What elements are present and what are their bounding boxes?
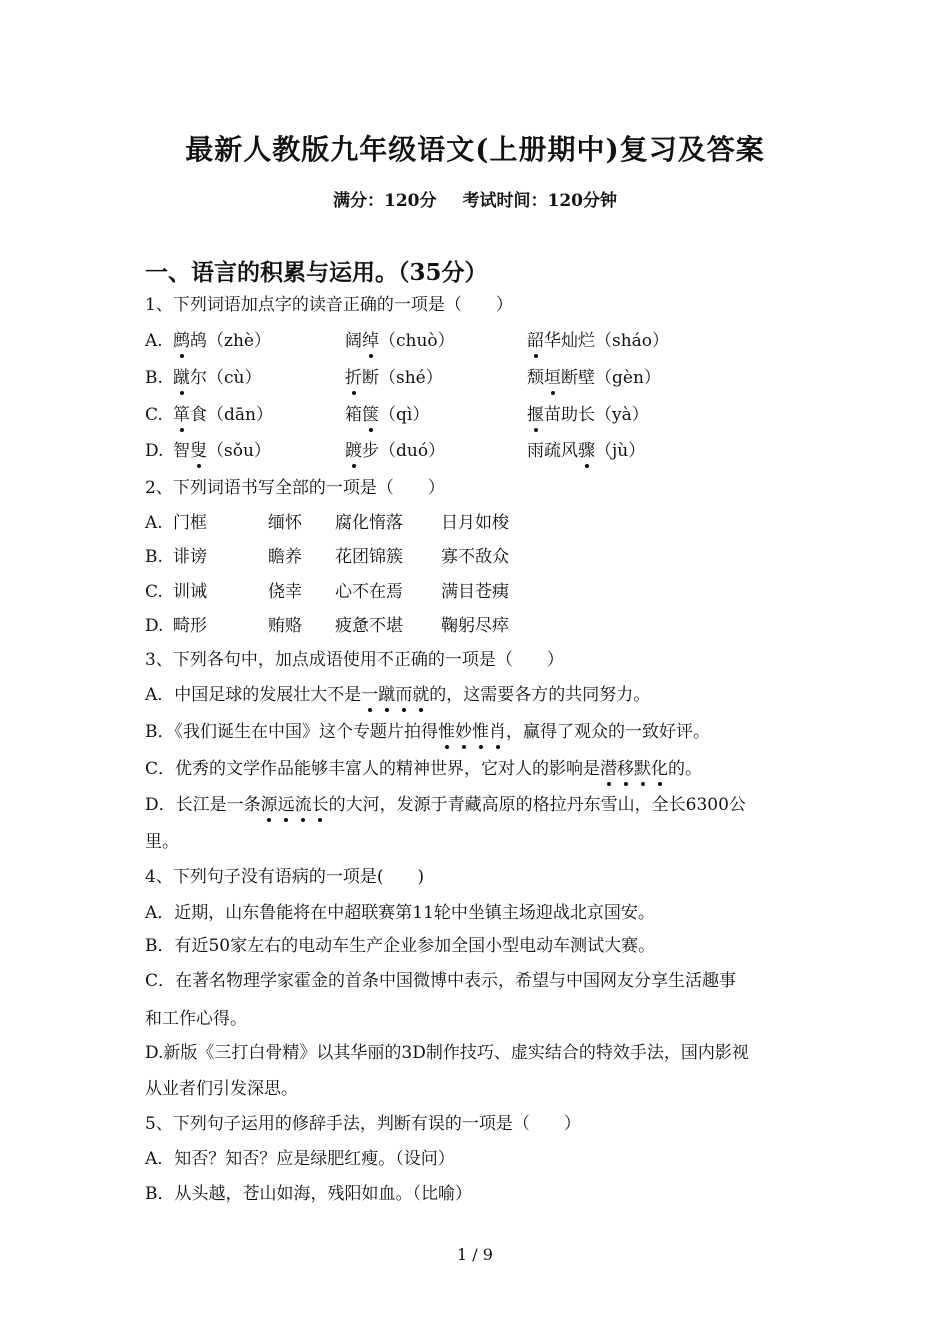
dotted-char: 韶 — [527, 331, 544, 351]
question-3-option-d-cont: 里。 — [145, 832, 179, 852]
dotted-idiom-chars — [600, 759, 668, 779]
emphasis-dot — [301, 818, 305, 822]
question-5-option-b: B．从头越，苍山如海，残阳如血。（比喻） — [145, 1184, 472, 1204]
emphasis-dot — [352, 464, 356, 468]
sentence-suffix: ，赢得了观众的一致好评。 — [506, 722, 710, 742]
emphasis-dot — [368, 708, 372, 712]
item-suffix: （sǒu） — [207, 441, 271, 461]
dotted-idiom-chars — [261, 795, 329, 815]
page-number: 1 / 9 — [457, 1245, 493, 1264]
sentence-prefix: A．中国足球的发展壮大不是 — [145, 685, 362, 705]
sentence-suffix: 的，这需要各方的共同努力。 — [429, 685, 651, 705]
dotted-idiom-chars-char: 惟 — [472, 722, 489, 742]
pronunciation-item — [173, 443, 271, 460]
word: 花团锦簇 — [335, 547, 403, 567]
dotted-char: 叟 — [190, 441, 207, 461]
section-heading: 一、语言的积累与运用。（35分） — [145, 259, 488, 286]
item-prefix: 雨疏风 — [527, 441, 578, 461]
full-score: 满分：120分 — [333, 191, 437, 211]
option-label: C. — [145, 582, 163, 602]
word: 侥幸 — [268, 582, 302, 602]
word: 缅怀 — [268, 513, 302, 533]
exam-time: 考试时间：120分钟 — [462, 191, 617, 211]
word: 腐化惰落 — [335, 513, 403, 533]
emphasis-dot — [180, 391, 184, 395]
emphasis-dot — [180, 354, 184, 358]
word: 畸形 — [173, 616, 207, 636]
pronunciation-item — [345, 443, 445, 460]
dotted-char: 箪 — [173, 405, 190, 425]
dotted-idiom-chars-char: 远 — [278, 795, 295, 815]
dotted-idiom-chars-char: 就 — [412, 685, 429, 705]
emphasis-dot — [607, 782, 611, 786]
emphasis-dot — [534, 354, 538, 358]
question-2-stem: 2、下列词语书写全部的一项是（ ） — [145, 478, 445, 498]
sentence-suffix: 的。 — [668, 759, 703, 779]
item-prefix: 阔 — [345, 331, 362, 351]
pronunciation-item — [527, 370, 661, 387]
word: 诽谤 — [173, 547, 207, 567]
dotted-idiom-chars-char: 肖 — [489, 722, 506, 742]
question-3-option-a — [145, 687, 650, 704]
question-4-stem: 4、下列句子没有语病的一项是( ) — [145, 867, 425, 887]
item-suffix: （qì） — [379, 405, 430, 425]
dotted-idiom-chars — [438, 722, 506, 742]
emphasis-dot — [534, 428, 538, 432]
dotted-idiom-chars-char: 化 — [651, 759, 668, 779]
item-suffix: 鸪（zhè） — [190, 331, 271, 351]
option-label: A. — [145, 331, 163, 351]
word: 日月如梭 — [441, 513, 509, 533]
page-title: 最新人教版九年级语文(上册期中)复习及答案 — [185, 133, 765, 166]
word: 寡不敌众 — [441, 547, 509, 567]
question-3-option-c — [145, 761, 702, 778]
item-suffix: 断壁（gèn） — [561, 368, 661, 388]
dotted-idiom-chars-char: 源 — [261, 795, 278, 815]
dotted-char: 鹧 — [173, 331, 190, 351]
word: 瞻养 — [268, 547, 302, 567]
word: 疲惫不堪 — [335, 616, 403, 636]
pronunciation-item — [527, 407, 649, 424]
word: 门框 — [173, 513, 207, 533]
item-suffix: 步（duó） — [362, 441, 446, 461]
item-suffix: 苗助长（yà） — [544, 405, 649, 425]
emphasis-dot — [402, 708, 406, 712]
emphasis-dot — [658, 782, 662, 786]
dotted-char: 蹴 — [173, 368, 190, 388]
word: 满目苍痍 — [441, 582, 509, 602]
pronunciation-item — [527, 443, 645, 460]
dotted-idiom-chars-char: 妙 — [455, 722, 472, 742]
pronunciation-item — [527, 333, 669, 350]
dotted-char: 绰 — [362, 331, 379, 351]
emphasis-dot — [369, 428, 373, 432]
option-label: D. — [145, 441, 164, 461]
emphasis-dot — [419, 708, 423, 712]
item-suffix: 食（dān） — [190, 405, 273, 425]
dotted-char: 折 — [345, 368, 362, 388]
dotted-idiom-chars-char: 默 — [634, 759, 651, 779]
emphasis-dot — [479, 745, 483, 749]
word: 贿赂 — [268, 616, 302, 636]
emphasis-dot — [445, 745, 449, 749]
question-3-stem: 3、下列各句中，加点成语使用不正确的一项是（ ） — [145, 650, 564, 670]
emphasis-dot — [585, 464, 589, 468]
item-suffix: 华灿烂（sháo） — [544, 331, 670, 351]
emphasis-dot — [641, 782, 645, 786]
emphasis-dot — [385, 708, 389, 712]
emphasis-dot — [496, 745, 500, 749]
sentence-prefix: D．长江是一条 — [145, 795, 261, 815]
item-suffix: 尔（cù） — [190, 368, 262, 388]
question-4-option-c: C．在著名物理学家霍金的首条中国微博中表示，希望与中国网友分享生活趣事 — [145, 971, 737, 991]
item-suffix: （chuò） — [379, 331, 455, 351]
item-suffix: （jù） — [595, 441, 646, 461]
item-prefix: 智 — [173, 441, 190, 461]
item-prefix: 颓 — [527, 368, 544, 388]
dotted-char: 踱 — [345, 441, 362, 461]
option-label: C. — [145, 405, 163, 425]
dotted-idiom-chars-char: 惟 — [438, 722, 455, 742]
question-4-option-a: A．近期，山东鲁能将在中超联赛第11轮中坐镇主场迎战北京国安。 — [145, 903, 655, 923]
option-label: D. — [145, 616, 164, 636]
question-4-option-d: D.新版《三打白骨精》以其华丽的3D制作技巧、虚实结合的特效手法，国内影视 — [145, 1043, 749, 1063]
emphasis-dot — [197, 464, 201, 468]
pronunciation-item — [173, 333, 271, 350]
dotted-char: 揠 — [527, 405, 544, 425]
pronunciation-item — [345, 333, 455, 350]
dotted-idiom-chars-char: 移 — [617, 759, 634, 779]
emphasis-dot — [462, 745, 466, 749]
emphasis-dot — [369, 354, 373, 358]
option-label: B. — [145, 547, 163, 567]
dotted-char: 垣 — [544, 368, 561, 388]
dotted-idiom-chars-char: 一 — [361, 685, 378, 705]
sentence-prefix: C．优秀的文学作品能够丰富人的精神世界，它对人的影响是 — [145, 759, 601, 779]
question-1-stem: 1、下列词语加点字的读音正确的一项是（ ） — [145, 295, 513, 315]
question-4-option-b: B．有近50家左右的电动车生产企业参加全国小型电动车测试大赛。 — [145, 936, 656, 956]
emphasis-dot — [352, 391, 356, 395]
word: 训诫 — [173, 582, 207, 602]
sentence-prefix: B．《我们诞生在中国》这个专题片拍得 — [145, 722, 438, 742]
dotted-idiom-chars — [361, 685, 429, 705]
word: 心不在焉 — [335, 582, 403, 602]
question-4-option-d-cont: 从业者们引发深思。 — [145, 1079, 298, 1099]
emphasis-dot — [284, 818, 288, 822]
question-3-option-b — [145, 724, 710, 741]
pronunciation-item — [173, 370, 261, 387]
pronunciation-item — [345, 407, 429, 424]
dotted-char: 箧 — [362, 405, 379, 425]
sentence-suffix: 的大河，发源于青藏高原的格拉丹东雪山，全长6300公 — [328, 795, 746, 815]
emphasis-dot — [267, 818, 271, 822]
exam-info — [0, 186, 950, 211]
emphasis-dot — [318, 818, 322, 822]
question-5-option-a: A．知否？知否？应是绿肥红瘦。（设问） — [145, 1149, 455, 1169]
question-5-stem: 5、下列句子运用的修辞手法，判断有误的一项是（ ） — [145, 1114, 581, 1134]
dotted-idiom-chars-char: 蹴 — [378, 685, 395, 705]
question-3-option-d — [145, 797, 746, 814]
item-prefix: 箱 — [345, 405, 362, 425]
emphasis-dot — [551, 391, 555, 395]
emphasis-dot — [624, 782, 628, 786]
dotted-idiom-chars-char: 潜 — [600, 759, 617, 779]
pronunciation-item — [173, 407, 273, 424]
dotted-char: 骤 — [578, 441, 595, 461]
dotted-idiom-chars-char: 长 — [312, 795, 329, 815]
item-suffix: 断（shé） — [362, 368, 443, 388]
pronunciation-item — [345, 370, 443, 387]
word: 鞠躬尽瘁 — [441, 616, 509, 636]
option-label: B. — [145, 368, 163, 388]
dotted-idiom-chars-char: 流 — [295, 795, 312, 815]
option-label: A. — [145, 513, 163, 533]
dotted-idiom-chars-char: 而 — [395, 685, 412, 705]
emphasis-dot — [180, 428, 184, 432]
question-4-option-c-cont: 和工作心得。 — [145, 1009, 247, 1029]
